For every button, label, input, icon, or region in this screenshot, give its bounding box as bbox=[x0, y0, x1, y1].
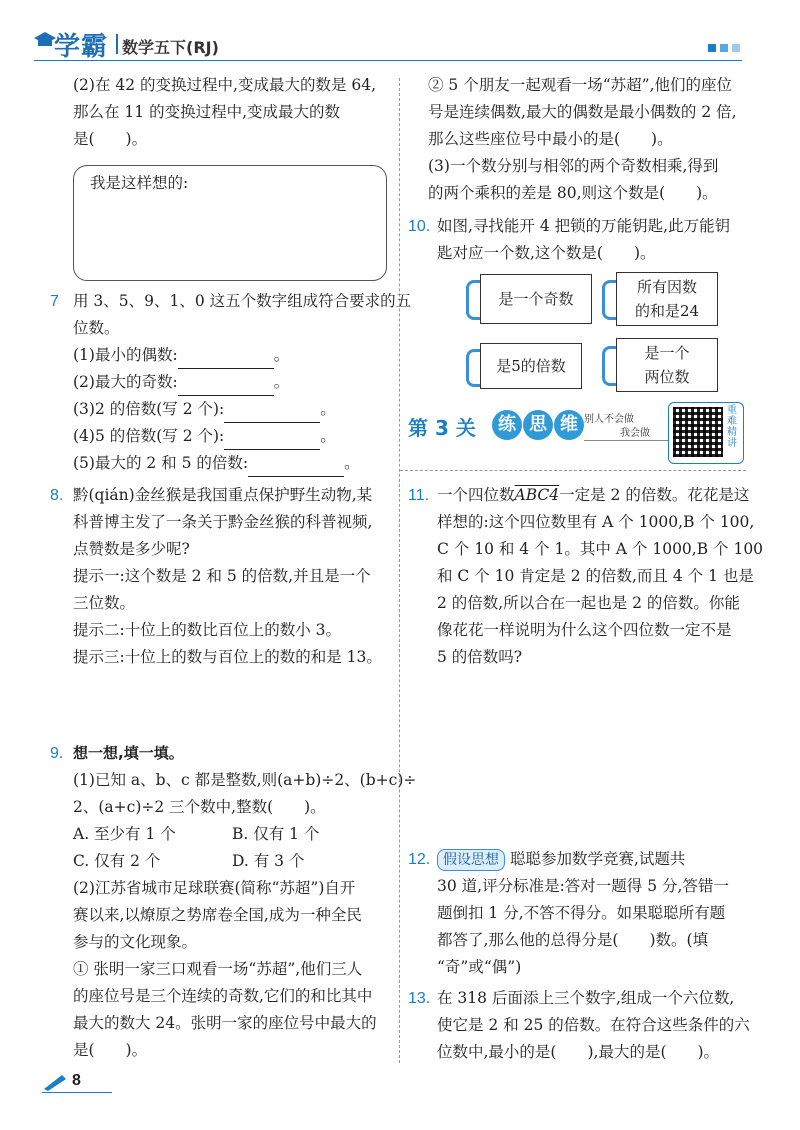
text-line: 匙对应一个数,这个数是( )。 bbox=[437, 244, 656, 262]
lock-multiple-5 bbox=[466, 343, 582, 391]
graduation-cap-icon bbox=[34, 30, 56, 52]
q9-option-c[interactable]: C. 仅有 2 个 bbox=[73, 852, 161, 870]
text-line: C 个 10 和 4 个 1。其中 A 个 1000,B 个 100 bbox=[437, 540, 764, 558]
title-char: 思 bbox=[523, 410, 553, 440]
text-line: “奇”或“偶”) bbox=[437, 958, 522, 976]
question-number: 9. bbox=[50, 745, 64, 762]
number-symbol: ABC4 bbox=[514, 486, 560, 504]
text-line: 一个四位数 bbox=[437, 486, 515, 504]
answer-blank[interactable] bbox=[178, 351, 274, 369]
text-line: 那么在 11 的变换过程中,变成最大的数 bbox=[73, 103, 341, 121]
footer-rule bbox=[42, 1092, 112, 1093]
text-line: (3)一个数分别与相邻的两个奇数相乘,得到 bbox=[428, 157, 719, 175]
header-square bbox=[732, 44, 740, 52]
lock-label bbox=[616, 338, 718, 392]
qr-code-icon[interactable] bbox=[673, 407, 723, 457]
answer-blank[interactable] bbox=[224, 405, 320, 423]
hint-line: 三位数。 bbox=[73, 594, 136, 612]
title-char: 维 bbox=[554, 410, 584, 440]
item-label: (1)最小的偶数: bbox=[73, 346, 178, 364]
item-label: (3)2 的倍数(写 2 个): bbox=[73, 400, 225, 418]
thinking-box[interactable] bbox=[73, 165, 387, 281]
text-line: 参与的文化现象。 bbox=[73, 933, 198, 951]
text-line: 聪聪参加数学竞赛,试题共 bbox=[509, 850, 686, 868]
column-divider bbox=[399, 78, 400, 1063]
question-number: 13. bbox=[408, 990, 431, 1007]
text-line: (1)已知 a、b、c 都是整数,则(a+b)÷2、(b+c)÷ bbox=[73, 771, 417, 789]
hint-line: 提示三:十位上的数与百位上的数的和是 13。 bbox=[73, 648, 382, 666]
lock-label bbox=[480, 274, 592, 324]
answer-blank[interactable] bbox=[248, 459, 344, 477]
q9-part2 bbox=[73, 875, 377, 1064]
thinking-label: 我是这样想的: bbox=[90, 174, 189, 192]
text-line: 科普博主发了一条关于黔金丝猴的科普视频, bbox=[73, 513, 373, 531]
text-line: 2、(a+c)÷2 三个数中,整数( )。 bbox=[73, 798, 326, 816]
q9-option-d[interactable]: D. 有 3 个 bbox=[232, 852, 305, 870]
text-line: 题倒扣 1 分,不答不得分。如果聪聪所有题 bbox=[437, 904, 726, 922]
text-line: 最大的数大 24。张明一家的座位号中最大的 bbox=[73, 1014, 377, 1032]
logo bbox=[34, 26, 114, 62]
text-line: 使它是 2 和 25 的倍数。在符合这些条件的六 bbox=[437, 1016, 750, 1034]
text-line: 5 的倍数吗? bbox=[437, 648, 523, 666]
question-number: 11. bbox=[408, 487, 430, 504]
q9-part1 bbox=[73, 767, 416, 821]
text-line: 的座位号是三个连续的奇数,它们的和比其中 bbox=[73, 987, 373, 1005]
text-line: ② 5 个朋友一起观看一场“苏超”,他们的座位 bbox=[428, 76, 732, 94]
text-line: 的两个乘积的差是 80,则这个数是( )。 bbox=[428, 184, 718, 202]
lock-text: 是一个奇数 bbox=[498, 290, 574, 308]
item-label: (5)最大的 2 和 5 的倍数: bbox=[73, 454, 249, 472]
lock-label bbox=[480, 343, 582, 389]
q9-title: 想一想,填一填。 bbox=[73, 744, 184, 762]
text-line: 一定是 2 的倍数。花花是这 bbox=[559, 486, 750, 504]
pencil-icon bbox=[42, 1073, 68, 1091]
q13-stem bbox=[437, 985, 750, 1066]
q7-items: (1)最小的偶数: 。 (2)最大的奇数: 。 (3)2 的倍数(写 2 个): 。 (4)5 的倍数(写 2 个): 。 (5)最大的 2 和 5 的倍数: 。 bbox=[73, 342, 360, 477]
text-line: 是( )。 bbox=[73, 1041, 148, 1059]
book-title: 数学五下(RJ) bbox=[122, 38, 219, 57]
q12-stem bbox=[437, 846, 729, 981]
page-number: 8 bbox=[72, 1072, 81, 1089]
text-line: 用 3、5、9、1、0 这五个数字组成符合要求的五 bbox=[73, 292, 412, 310]
text-line: (2)在 42 的变换过程中,变成最大的数是 64, bbox=[73, 76, 377, 94]
question-number: 8. bbox=[50, 487, 64, 504]
item-label: (4)5 的倍数(写 2 个): bbox=[73, 427, 225, 445]
text-line: (2)江苏省城市足球联赛(简称“苏超”)自开 bbox=[73, 879, 356, 897]
text-line: 2 的倍数,所以合在一起也是 2 的倍数。你能 bbox=[437, 594, 740, 612]
lock-text: 两位数 bbox=[644, 368, 690, 386]
text-line: 和 C 个 10 肯定是 2 的倍数,而且 4 个 1 也是 bbox=[437, 567, 754, 585]
q8-stem bbox=[73, 482, 382, 671]
text-line: 那么这些座位号中最小的是( )。 bbox=[428, 130, 673, 148]
text-line: 在 318 后面添上三个数字,组成一个六位数, bbox=[437, 989, 735, 1007]
text-line: 号是连续偶数,最大的偶数是最小偶数的 2 倍, bbox=[428, 103, 737, 121]
lock-two-digit bbox=[602, 338, 718, 394]
text-line: 位数中,最小的是( ),最大的是( )。 bbox=[437, 1043, 720, 1061]
q6-part2 bbox=[73, 72, 376, 153]
text-line: 都答了,那么他的总得分是( )数。(填 bbox=[437, 931, 709, 949]
text-line: 是( )。 bbox=[73, 130, 148, 148]
qr-frame bbox=[668, 402, 744, 464]
question-number: 12. bbox=[408, 851, 431, 868]
header-square bbox=[720, 44, 728, 52]
text-line: ① 张明一家三口观看一场“苏超”,他们三人 bbox=[73, 960, 363, 978]
header-rule bbox=[34, 60, 742, 61]
lock-text: 的和是24 bbox=[634, 302, 700, 320]
qr-caption: 重难精讲 bbox=[727, 405, 737, 449]
hint-line: 提示一:这个数是 2 和 5 的倍数,并且是一个 bbox=[73, 567, 371, 585]
q9-option-b[interactable]: B. 仅有 1 个 bbox=[232, 825, 320, 843]
text-line: 样想的:这个四位数里有 A 个 1000,B 个 100, bbox=[437, 513, 755, 531]
q11-stem bbox=[437, 482, 763, 671]
question-number: 10. bbox=[408, 218, 431, 235]
answer-blank[interactable] bbox=[178, 378, 274, 396]
text-line: 赛以来,以燎原之势席卷全国,成为一种全民 bbox=[73, 906, 362, 924]
banner-rule bbox=[584, 440, 668, 441]
lock-factor-sum bbox=[602, 272, 718, 328]
text-line: 如图,寻找能开 4 把锁的万能钥匙,此万能钥 bbox=[437, 217, 731, 235]
hint-line: 提示二:十位上的数比百位上的数小 3。 bbox=[73, 621, 342, 639]
text-line: 30 道,评分标准是:答对一题得 5 分,答错一 bbox=[437, 877, 729, 895]
level-label: 第 3 关 bbox=[408, 416, 476, 440]
title-char: 练 bbox=[492, 410, 522, 440]
lock-label bbox=[616, 272, 718, 326]
text-line: 位数。 bbox=[73, 319, 120, 337]
method-tag: 假设思想 bbox=[437, 849, 505, 871]
q10-stem bbox=[437, 213, 730, 267]
banner-sub2: 我会做 bbox=[620, 428, 650, 439]
header-separator bbox=[116, 34, 118, 54]
header-square bbox=[708, 44, 716, 52]
level-banner bbox=[408, 405, 740, 460]
q7-stem bbox=[73, 288, 411, 342]
lock-text: 所有因数 bbox=[636, 278, 697, 296]
lock-text: 是一个 bbox=[644, 344, 690, 362]
question-number: 7 bbox=[50, 293, 59, 310]
lock-odd bbox=[466, 274, 592, 326]
text-line: 点赞数是多少呢? bbox=[73, 540, 190, 558]
banner-sub1: 别人不会做 bbox=[584, 414, 634, 425]
q9-continued bbox=[428, 72, 737, 207]
q9-option-a[interactable]: A. 至少有 1 个 bbox=[73, 825, 176, 843]
answer-blank[interactable] bbox=[224, 432, 320, 450]
section-rule bbox=[400, 470, 746, 471]
text-line: 黔(qián)金丝猴是我国重点保护野生动物,某 bbox=[73, 486, 373, 504]
level-title bbox=[492, 410, 585, 440]
lock-text: 是5的倍数 bbox=[496, 357, 566, 375]
text-line: 像花花一样说明为什么这个四位数一定不是 bbox=[437, 621, 732, 639]
logo-text: 学霸 bbox=[54, 32, 109, 62]
item-label: (2)最大的奇数: bbox=[73, 373, 178, 391]
